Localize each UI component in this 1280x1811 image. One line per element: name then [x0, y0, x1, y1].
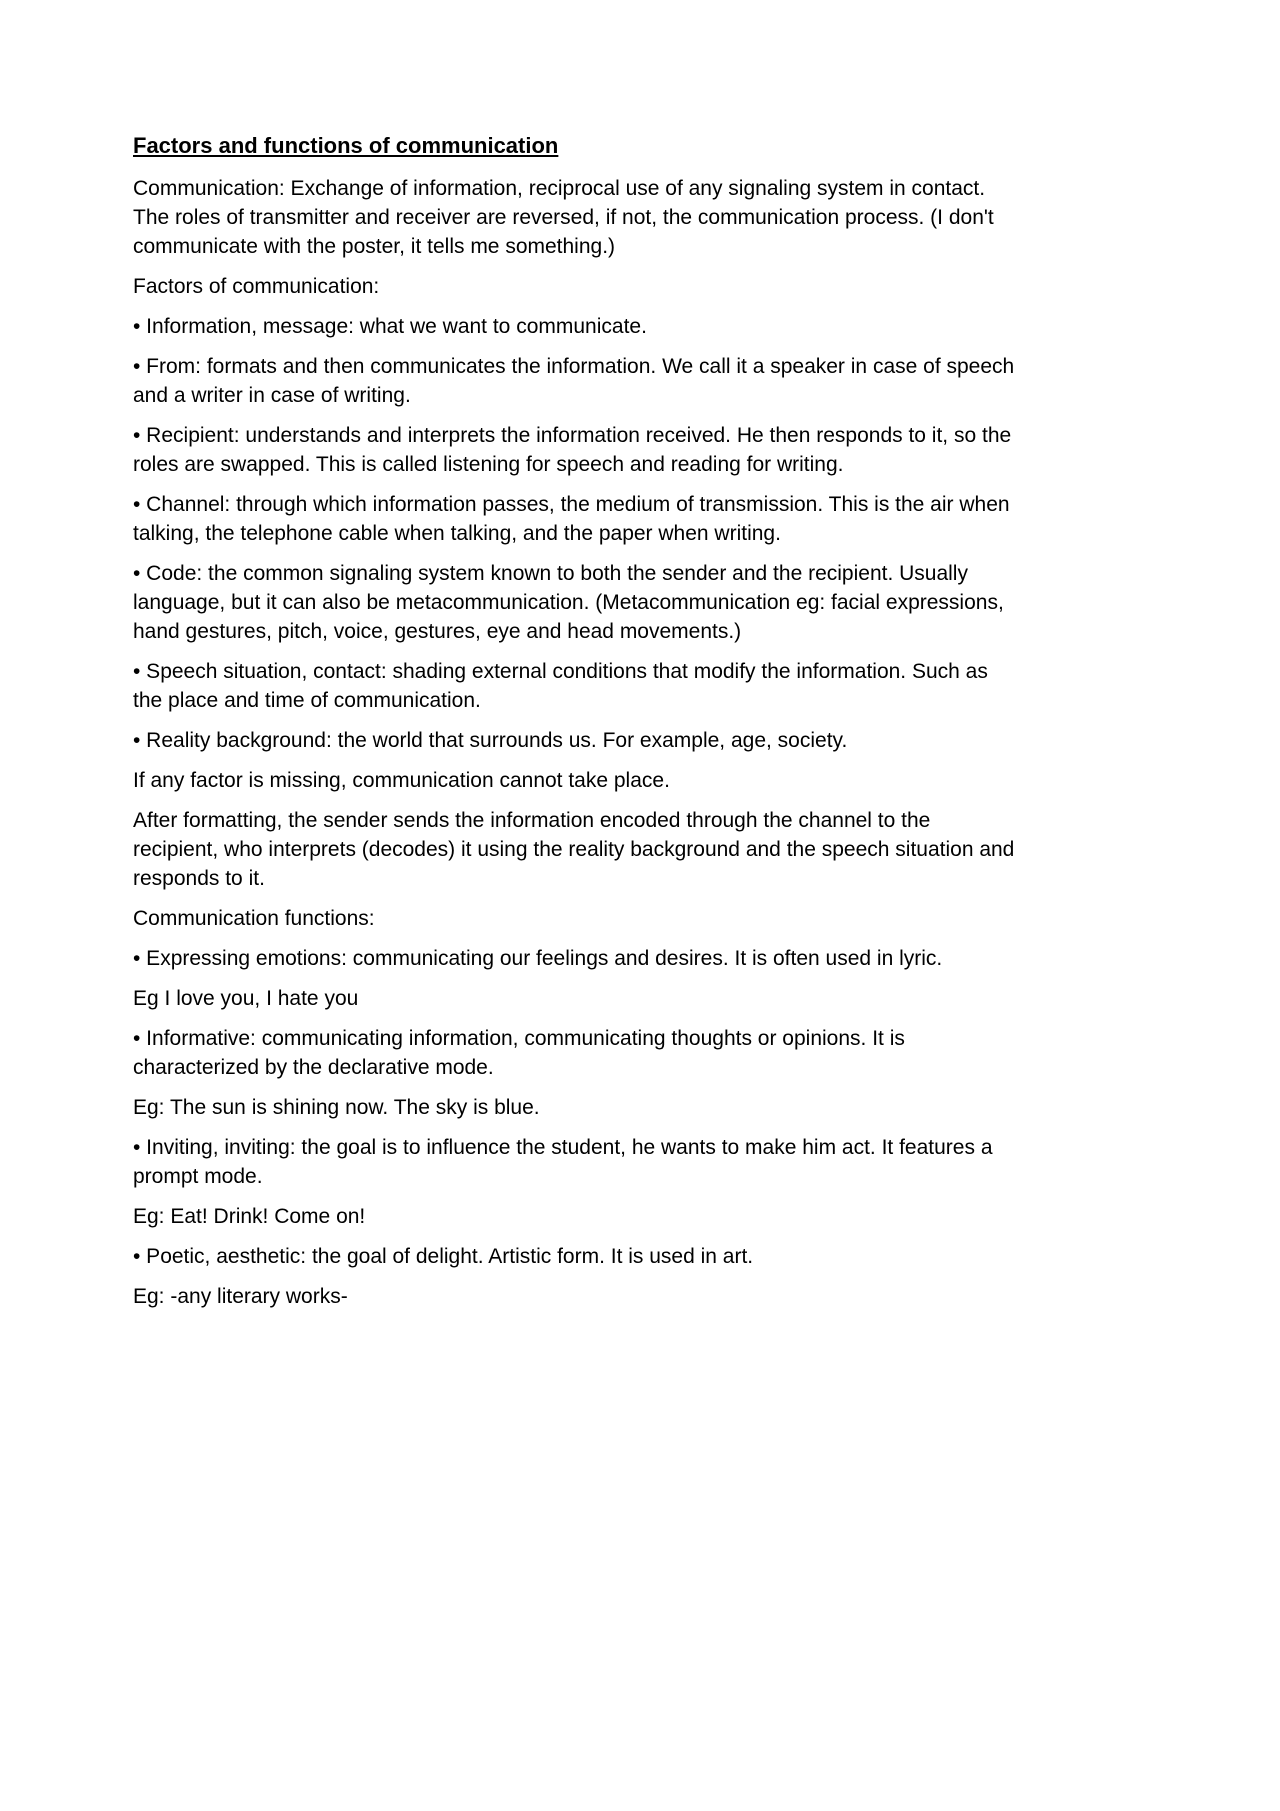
document-body	[133, 174, 1020, 1311]
bullet-item: • Recipient: understands and interprets the information received. He then responds to it, so the roles are swapped. This is called listening for speech and reading for writing.	[133, 424, 1012, 476]
paragraph: After formatting, the sender sends the information encoded through the channel to the recipient, who interprets (decodes) it using the reality background and the speech situation and responds to it.	[133, 809, 1015, 890]
bullet-item: • Expressing emotions: communicating our feelings and desires. It is often used in lyric.	[133, 947, 943, 970]
bullet-item: • Inviting, inviting: the goal is to influence the student, he wants to make him act. It features a prompt mode.	[133, 1136, 993, 1188]
paragraph: Communication functions:	[133, 907, 375, 930]
bullet-item: • Poetic, aesthetic: the goal of delight. Artistic form. It is used in art.	[133, 1245, 754, 1268]
paragraph: Eg I love you, I hate you	[133, 987, 359, 1010]
bullet-item: • Information, message: what we want to communicate.	[133, 315, 647, 338]
bullet-item: • From: formats and then communicates the information. We call it a speaker in case of speech and a writer in case of writing.	[133, 355, 1015, 407]
bullet-item: • Informative: communicating information, communicating thoughts or opinions. It is characterized by the declarative mode.	[133, 1027, 905, 1079]
paragraph: Eg: -any literary works-	[133, 1285, 348, 1308]
bullet-item: • Reality background: the world that surrounds us. For example, age, society.	[133, 729, 848, 752]
paragraph: Communication: Exchange of information, reciprocal use of any signaling system in contact. The roles of transmitter and receiver are reversed, if not, the communication process. (I don't communicate with the poster, it tells me something.)	[133, 177, 994, 258]
bullet-item: • Code: the common signaling system known to both the sender and the recipient. Usually language, but it can also be metacommunication. (Metacommunication eg: facial expressions, hand gestures, pitch, voice, gestures, eye and head movements.)	[133, 562, 1004, 643]
paragraph: If any factor is missing, communication cannot take place.	[133, 769, 670, 792]
bullet-item: • Speech situation, contact: shading external conditions that modify the information. Such as the place and time of communication.	[133, 660, 988, 712]
paragraph: Eg: The sun is shining now. The sky is blue.	[133, 1096, 540, 1119]
paragraph: Eg: Eat! Drink! Come on!	[133, 1205, 366, 1228]
document-title: Factors and functions of communication	[133, 133, 559, 158]
paragraph: Factors of communication:	[133, 275, 380, 298]
bullet-item: • Channel: through which information passes, the medium of transmission. This is the air when talking, the telephone cable when talking, and the paper when writing.	[133, 493, 1010, 545]
